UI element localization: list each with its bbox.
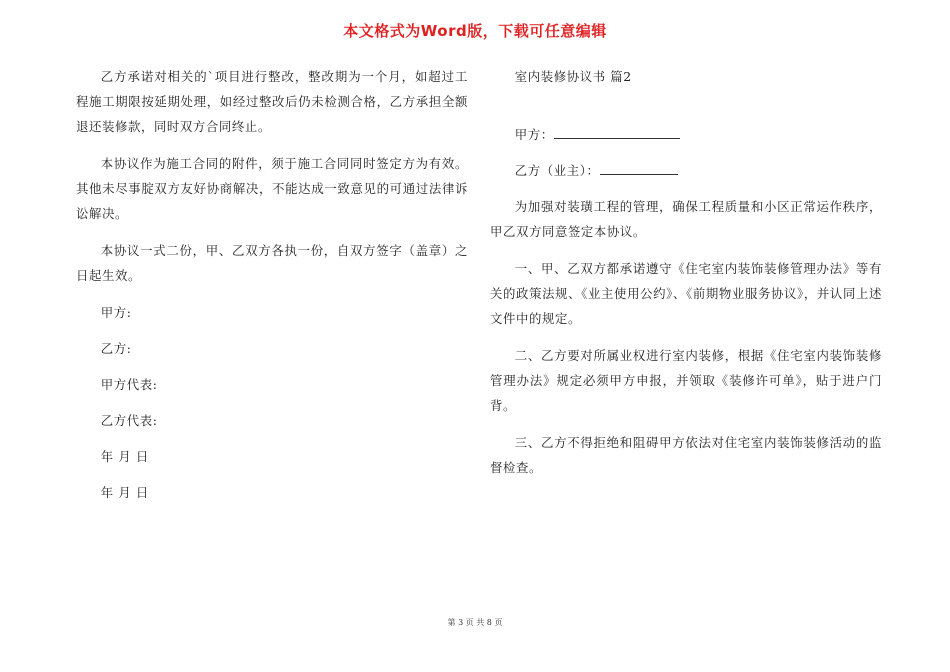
party-b-line	[490, 158, 882, 194]
signature-party-b-rep: 乙方代表:	[100, 413, 158, 428]
paragraph-clause-2: 二、乙方要对所属业权进行室内装修，根据《住宅室内装饰装修管理办法》规定必须甲方申报，并领取《装修许可单》，贴于进户门背。	[490, 348, 882, 413]
page-number: 第 3 页 共 8 页	[447, 618, 503, 627]
paragraph-copies: 本协议一式二份，甲、乙双方各执一份，自双方签字（盖章）之日起生效。	[76, 243, 468, 283]
party-a-line	[490, 122, 882, 158]
left-column	[76, 64, 468, 516]
signature-party-b: 乙方:	[100, 341, 132, 356]
paragraph-clause-3: 三、乙方不得拒绝和阻碍甲方依法对住宅室内装饰装修活动的监督检查。	[490, 435, 882, 475]
right-column	[490, 64, 882, 492]
paragraph-clause-1: 一、甲、乙双方都承诺遵守《住宅室内装饰装修管理办法》等有关的政策法规、《业主使用公约》、《前期物业服务协议》，并认同上述文件中的规定。	[490, 261, 882, 326]
paragraph-purpose: 为加强对装璜工程的管理，确保工程质量和小区正常运作秩序，甲乙双方同意签定本协议。	[490, 199, 882, 239]
signature-party-a-rep: 甲方代表:	[100, 377, 158, 392]
section-heading: 室内装修协议书 篇2	[514, 69, 632, 84]
party-b-blank	[600, 162, 678, 175]
paragraph-attachment: 本协议作为施工合同的附件，须于施工合同同时签定方为有效。其他未尽事腚双方友好协商解决，不能达成一致意见的可通过法律诉讼解决。	[76, 156, 468, 221]
signature-date-1: 年 月 日	[100, 449, 149, 464]
party-a-blank	[554, 126, 680, 139]
signature-party-a: 甲方:	[100, 305, 132, 320]
party-a-label: 甲方：	[514, 127, 554, 142]
signature-date-2: 年 月 日	[100, 485, 149, 500]
paragraph-rectification: 乙方承诺对相关的`项目进行整改，整改期为一个月，如超过工程施工期限按延期处理，如经过整改后仍未检测合格，乙方承担全额退还装修款，同时双方合同终止。	[76, 69, 468, 134]
document-banner: 本文格式为Word版，下载可任意编辑	[343, 22, 607, 40]
party-b-label: 乙方（业主）：	[514, 163, 600, 178]
